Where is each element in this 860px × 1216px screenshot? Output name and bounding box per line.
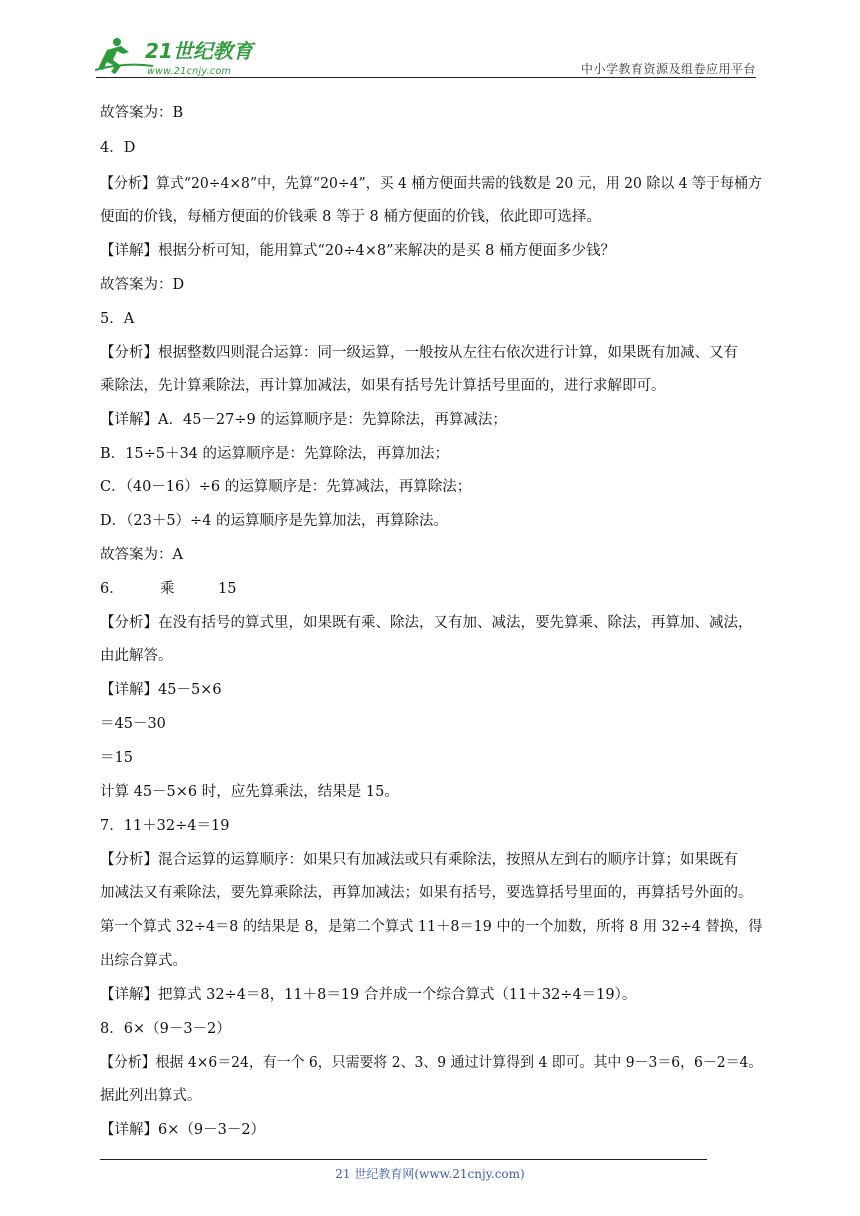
header-platform-text: 中小学教育资源及组卷应用平台 <box>580 62 756 76</box>
text-line: ＝15 <box>100 750 133 766</box>
text-line: 【分析】根据 4×6＝24，有一个 6，只需要将 2、3、9 通过计算得到 4 即可。其中 9－3＝6，6－2＝4。 <box>100 1055 763 1071</box>
text-line: 故答案为：D <box>100 277 185 293</box>
question-number-8: 8．6×（9－3－2） <box>100 1021 231 1037</box>
text-line: 乘除法，先计算乘除法，再计算加减法，如果有括号先计算括号里面的，进行求解即可。 <box>100 378 666 394</box>
logo-text: 21世纪教育 <box>145 39 253 63</box>
text-line: 【详解】6×（9－3－2） <box>100 1122 266 1138</box>
text-line: 出综合算式。 <box>100 953 187 969</box>
footer-divider <box>100 1159 707 1160</box>
text-line: 计算 45－5×6 时，应先算乘法，结果是 15。 <box>100 784 399 800</box>
question-number-6: 6． 乘 15 <box>100 581 237 597</box>
text-line: 由此解答。 <box>100 648 173 664</box>
text-line: 【分析】算式“20÷4×8”中，先算“20÷4”，买 4 桶方便面共需的钱数是 20 元，用 20 除以 4 等于每桶方 <box>100 176 762 192</box>
logo-url: www.21cnjy.com <box>147 66 232 77</box>
text-line: 【分析】根据整数四则混合运算：同一级运算，一般按从左往右依次进行计算，如果既有加减、又有 <box>100 345 738 361</box>
page-header <box>0 0 860 82</box>
text-line: 第一个算式 32÷4＝8 的结果是 8，是第二个算式 11＋8＝19 中的一个加数，所将 8 用 32÷4 替换，得 <box>100 919 763 935</box>
header-divider <box>96 77 756 78</box>
text-line: 故答案为：A <box>100 547 183 563</box>
text-line: 加减法又有乘除法，要先算乘除法，再算加减法；如果有括号，要选算括号里面的，再算括号外面的。 <box>100 885 753 901</box>
text-line: 【详解】45－5×6 <box>100 682 222 698</box>
text-line: D．（23＋5）÷4 的运算顺序是先算加法，再算除法。 <box>100 513 449 529</box>
question-number-5: 5．A <box>100 311 135 327</box>
text-line: B．15÷5＋34 的运算顺序是：先算除法，再算加法； <box>100 446 450 462</box>
text-line: 便面的价钱，每桶方便面的价钱乘 8 等于 8 桶方便面的价钱，依此即可选择。 <box>100 209 601 225</box>
text-line: 【分析】在没有括号的算式里，如果既有乘、除法，又有加、减法，要先算乘、除法，再算加、减法， <box>100 615 753 631</box>
logo <box>95 36 265 78</box>
text-line: 【详解】A．45－27÷9 的运算顺序是：先算除法，再算减法； <box>100 412 507 428</box>
text-line: 【详解】根据分析可知，能用算式“20÷4×8”来解决的是买 8 桶方便面多少钱？ <box>100 243 615 259</box>
text-line: 【详解】把算式 32÷4＝8，11＋8＝19 合并成一个综合算式（11＋32÷4＝19）。 <box>100 987 637 1003</box>
text-line: 故答案为：B <box>100 105 184 121</box>
text-line: 据此列出算式。 <box>100 1088 202 1104</box>
question-number-7: 7．11＋32÷4＝19 <box>100 818 230 834</box>
text-line: 【分析】混合运算的运算顺序：如果只有加减法或只有乘除法，按照从左到右的顺序计算；如果既有 <box>100 852 738 868</box>
text-line: C．（40－16）÷6 的运算顺序是：先算减法，再算除法； <box>100 479 472 495</box>
text-line: ＝45－30 <box>100 716 166 732</box>
footer-text: 21 世纪教育网(www.21cnjy.com) <box>335 1167 525 1181</box>
question-number-4: 4．D <box>100 140 136 156</box>
